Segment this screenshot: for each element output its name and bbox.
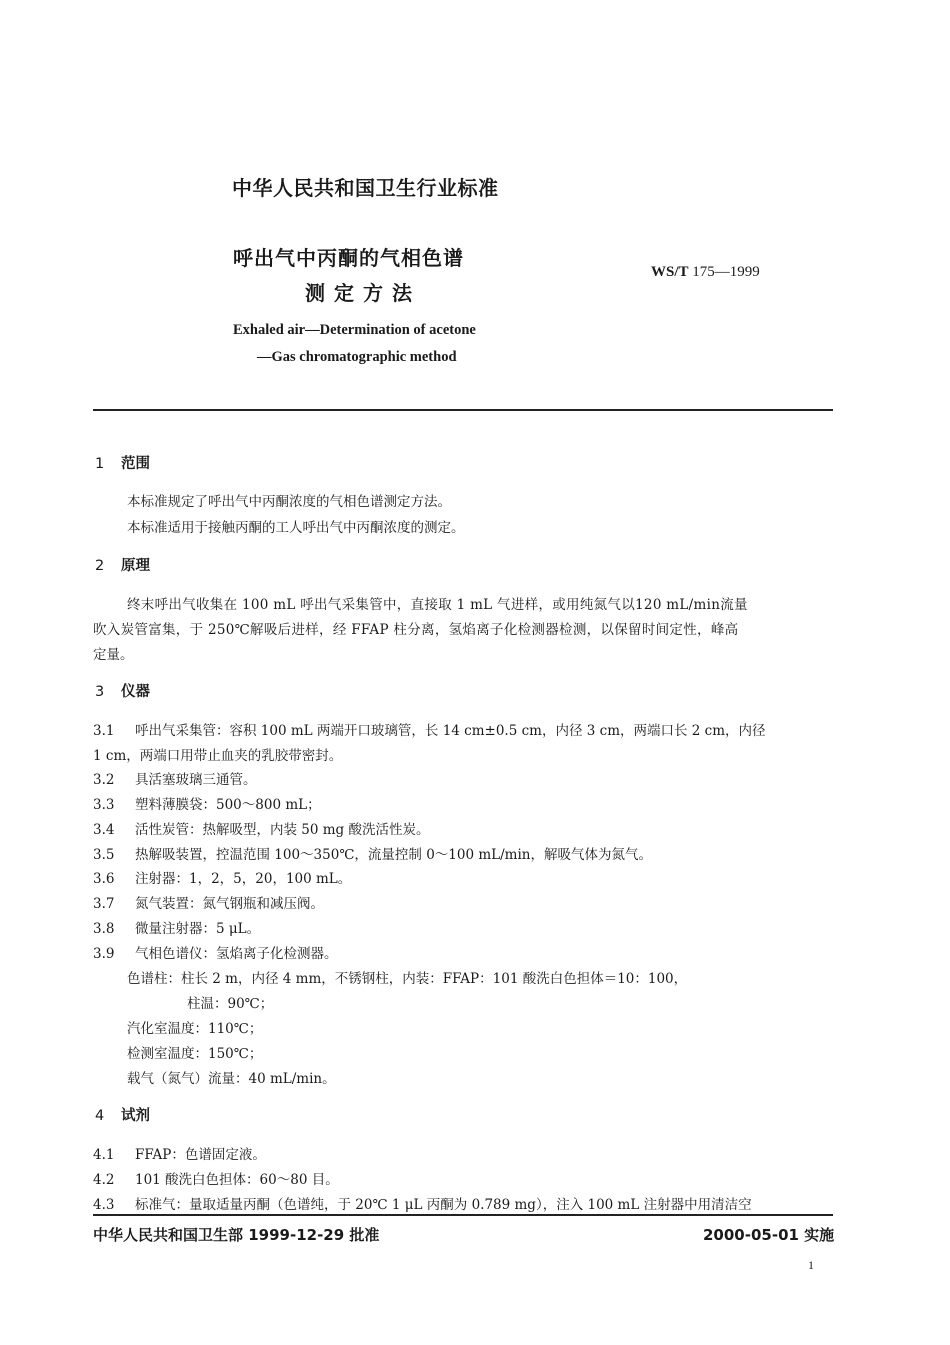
section-3-heading [95,680,150,701]
item-number: 3.3 [93,797,115,813]
document-title-line1: 呼出气中丙酮的气相色谱 [233,246,464,270]
standard-code: WS/T [651,264,689,280]
english-title-line2: —Gas chromatographic method [257,349,457,365]
list-item-continuation [93,744,342,764]
item-text: 热解吸装置，控温范围 100～350℃，流量控制 0～100 mL/min，解吸气体为氮气。 [135,847,652,863]
item-number: 3.4 [93,822,115,838]
item-number: 3.1 [93,723,115,739]
list-item [93,1143,266,1163]
gc-condition: 柱温：90℃； [187,996,274,1012]
english-title-line1: Exhaled air—Determination of acetone [233,322,476,338]
section-number: 4 [95,1108,105,1124]
item-text: 微量注射器：5 μL。 [135,921,261,937]
document-title-line2: 测定方法 [305,281,421,305]
item-text: 1 cm，两端口用带止血夹的乳胶带密封。 [93,748,343,764]
list-item [93,942,338,962]
list-item [93,719,766,739]
section-number: 1 [95,456,105,472]
paragraph-line: 吹入炭管富集，于 250℃解吸后进样，经 FFAP 柱分离，氢焰离子化检测器检测，以保留时间定性，峰高 [93,622,739,638]
section-number: 2 [95,558,105,574]
approval-date: 中华人民共和国卫生部 1999-12-29 批准 [93,1226,380,1244]
item-text: 注射器：1，2，5，20，100 mL。 [135,871,352,887]
item-text: 101 酸洗白色担体：60～80 目。 [135,1172,339,1188]
standard-year-number: 175—1999 [692,264,760,280]
item-text: 具活塞玻璃三通管。 [135,772,257,788]
item-number: 3.8 [93,921,115,937]
item-text: 呼出气采集管：容积 100 mL 两端开口玻璃管，长 14 cm±0.5 cm，内径 3 cm，两端口长 2 cm，内径 [135,723,766,739]
paragraph: 本标准规定了呼出气中丙酮浓度的气相色谱测定方法。 [127,494,451,510]
item-number: 3.6 [93,871,115,887]
list-item [93,867,351,887]
section-2-heading [95,554,150,575]
list-item [93,892,324,912]
item-number: 3.5 [93,847,115,863]
item-text: 标准气：量取适量丙酮（色谱纯，于 20℃ 1 μL 丙酮为 0.789 mg），注入 100 mL 注射器中用清洁空 [135,1197,752,1213]
item-text: 氮气装置：氮气钢瓶和减压阀。 [135,896,324,912]
list-item [93,917,260,937]
list-item [93,793,321,813]
item-text: FFAP：色谱固定液。 [135,1147,266,1163]
section-1-heading [95,452,150,473]
item-number: 3.9 [93,946,115,962]
implementation-date: 2000-05-01 实施 [703,1226,835,1244]
item-number: 3.2 [93,772,115,788]
item-number: 4.3 [93,1197,115,1213]
gc-condition: 检测室温度：150℃； [127,1046,263,1062]
section-number: 3 [95,684,105,700]
section-title: 原理 [121,558,150,574]
section-4-heading [95,1104,150,1125]
gc-condition: 汽化室温度：110℃； [127,1021,263,1037]
standard-category: 中华人民共和国卫生行业标准 [232,176,499,200]
list-item [93,1193,752,1215]
paragraph-line: 终末呼出气收集在 100 mL 呼出气采集管中，直接取 1 mL 气进样，或用纯氮气以120 mL/min流量 [127,597,748,613]
footer-divider [93,1214,833,1216]
standard-number [651,264,760,281]
paragraph-line: 定量。 [93,647,134,663]
item-text: 气相色谱仪：氢焰离子化检测器。 [135,946,338,962]
section-title: 仪器 [121,684,150,700]
page-number: 1 [808,1258,814,1272]
header-divider [93,409,833,411]
item-number: 3.7 [93,896,115,912]
item-text: 活性炭管：热解吸型，内装 50 mg 酸洗活性炭。 [135,822,430,838]
item-text: 塑料薄膜袋：500～800 mL； [135,797,321,813]
list-item [93,768,257,788]
gc-condition: 色谱柱：柱长 2 m，内径 4 mm，不锈钢柱，内装：FFAP：101 酸洗白色担体＝10：100， [127,971,688,987]
section-title: 范围 [121,456,150,472]
section-title: 试剂 [121,1108,150,1124]
paragraph: 本标准适用于接触丙酮的工人呼出气中丙酮浓度的测定。 [127,520,465,536]
list-item [93,843,652,863]
list-item [93,818,430,838]
list-item [93,1168,339,1188]
item-number: 4.1 [93,1147,115,1163]
item-number: 4.2 [93,1172,115,1188]
gc-condition: 载气（氮气）流量：40 mL/min。 [127,1071,336,1087]
